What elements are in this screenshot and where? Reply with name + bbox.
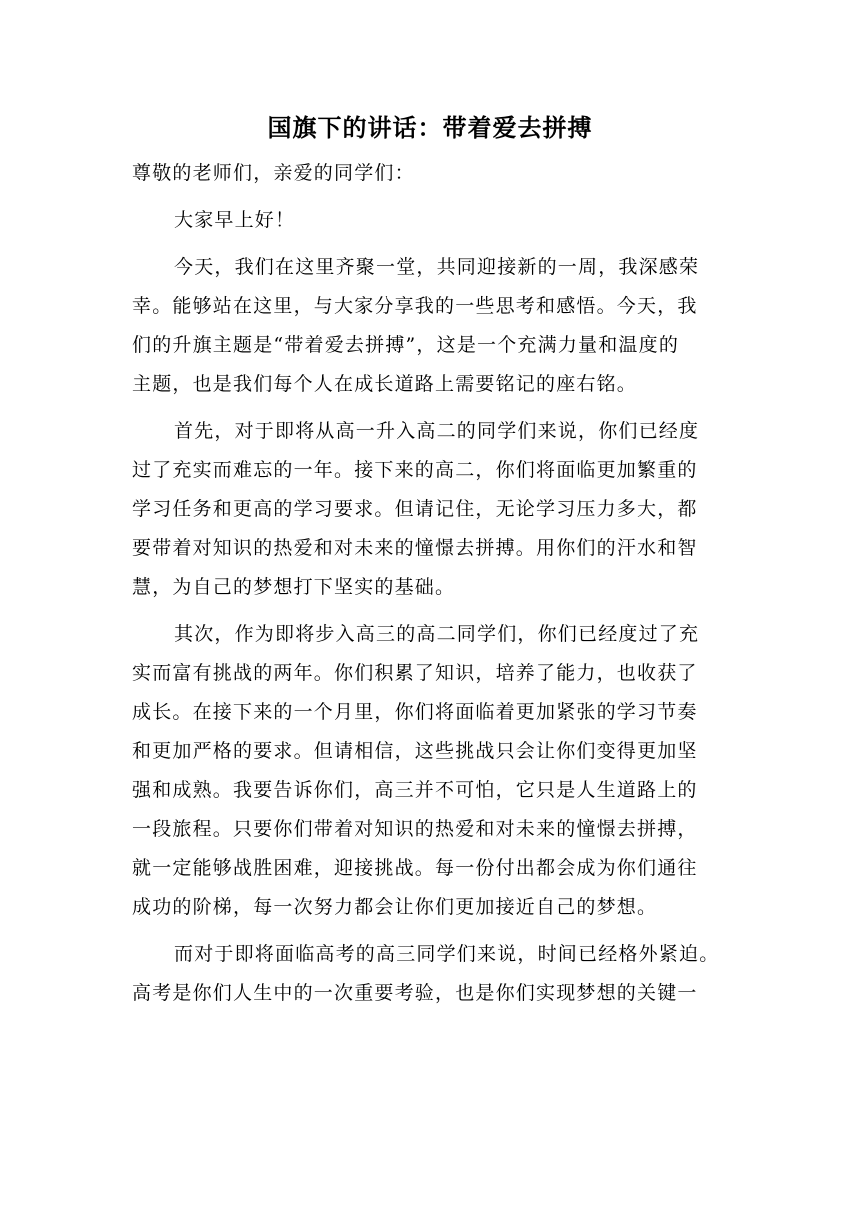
paragraph-3-line-5: 强和成熟。我要告诉你们，高三并不可怕，它只是人生道路上的	[132, 779, 698, 801]
paragraph-3-line-8: 成功的阶梯，每一次努力都会让你们更加接近自己的梦想。	[132, 896, 658, 918]
document-title: 国旗下的讲话：带着爱去拼搏	[267, 114, 593, 142]
paragraph-4-line-1: 而对于即将面临高考的高三同学们来说，时间已经格外紧迫。	[174, 943, 720, 965]
paragraph-1-line-4: 主题，也是我们每个人在成长道路上需要铭记的座右铭。	[132, 373, 638, 395]
paragraph-4-line-2: 高考是你们人生中的一次重要考验，也是你们实现梦想的关键一	[132, 982, 698, 1004]
paragraph-3-line-6: 一段旅程。只要你们带着对知识的热爱和对未来的憧憬去拼搏，	[132, 818, 698, 840]
document-body	[132, 154, 732, 1013]
paragraph-1-line-1: 今天，我们在这里齐聚一堂，共同迎接新的一周，我深感荣	[174, 256, 700, 278]
paragraph-3-line-1: 其次，作为即将步入高三的高二同学们，你们已经度过了充	[174, 623, 700, 645]
paragraph-2-line-5: 慧，为自己的梦想打下坚实的基础。	[132, 576, 456, 598]
salutation-line: 尊敬的老师们，亲爱的同学们：	[132, 162, 415, 184]
paragraph-2-line-1: 首先，对于即将从高一升入高二的同学们来说，你们已经度	[174, 420, 700, 442]
paragraph-1-line-3: 们的升旗主题是“带着爱去拼搏”，这是一个充满力量和温度的	[132, 334, 680, 356]
paragraph-2-line-2: 过了充实而难忘的一年。接下来的高二，你们将面临更加繁重的	[132, 459, 698, 481]
greeting-line: 大家早上好！	[174, 209, 296, 231]
paragraph-2-line-3: 学习任务和更高的学习要求。但请记住，无论学习压力多大，都	[132, 498, 698, 520]
paragraph-3-line-2: 实而富有挑战的两年。你们积累了知识，培养了能力，也收获了	[132, 662, 698, 684]
paragraph-3-line-3: 成长。在接下来的一个月里，你们将面临着更加紧张的学习节奏	[132, 701, 698, 723]
paragraph-1-line-2: 幸。能够站在这里，与大家分享我的一些思考和感悟。今天，我	[132, 295, 698, 317]
paragraph-3-line-7: 就一定能够战胜困难，迎接挑战。每一份付出都会成为你们通往	[132, 857, 698, 879]
paragraph-3-line-4: 和更加严格的要求。但请相信，这些挑战只会让你们变得更加坚	[132, 740, 698, 762]
paragraph-2-line-4: 要带着对知识的热爱和对未来的憧憬去拼搏。用你们的汗水和智	[132, 537, 698, 559]
